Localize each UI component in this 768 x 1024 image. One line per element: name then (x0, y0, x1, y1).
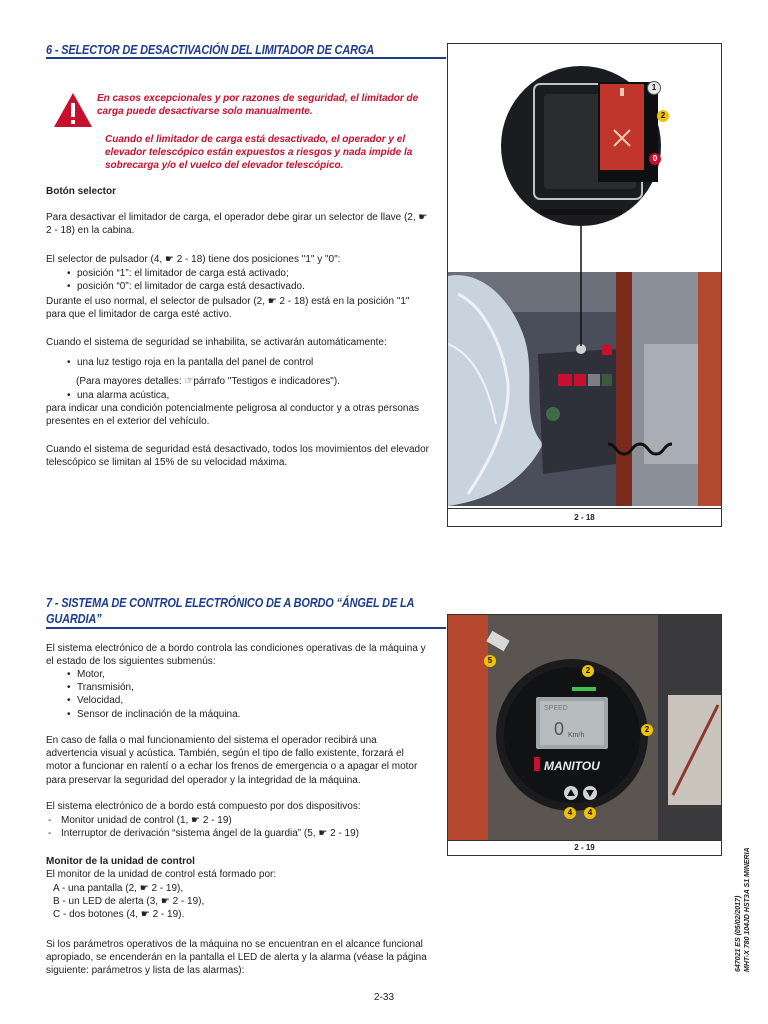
callout-badge: 1 (647, 81, 661, 95)
figure-caption: 2 - 19 (574, 843, 595, 852)
section-7-title: 7 - SISTEMA DE CONTROL ELECTRÓNICO DE A BORDO “ÁNGEL DE LA GUARDIA” (46, 596, 414, 626)
warning-text-2: Cuando el limitador de carga está desactivado, el operador y el elevador telescópico están expuestos a riesgos y nada impide la sobrecarga y/o el vuelco del elevador telescópico. (105, 134, 413, 172)
side-text-doc: 647021 ES (05/02/2017) (735, 895, 742, 972)
alert-list-2 (49, 389, 462, 402)
caption-divider (448, 840, 721, 841)
callout-badge: 5 (484, 655, 496, 667)
list-item: • Motor, (77, 668, 462, 681)
callout-badge: 2 (641, 724, 653, 736)
display-unit: Km/h (568, 732, 585, 739)
page-number: 2-33 (373, 992, 394, 1003)
submenu-list (49, 668, 462, 721)
section-7-rule (46, 627, 446, 629)
display-header: SPEED (544, 705, 568, 712)
cabin-photo (448, 44, 721, 526)
list-item: • posición “1”: el limitador de carga está activado; (77, 267, 462, 280)
list-item: A - una pantalla (2, ☛ 2 - 19), (53, 883, 184, 894)
section-7-subheading: Monitor de la unidad de control (46, 856, 195, 867)
caption-divider (448, 508, 721, 509)
display-speed: 0 (554, 719, 565, 739)
positions-list (49, 267, 462, 293)
callout-badge: 2 (582, 665, 594, 677)
list-item: Monitor unidad de control (1, ☛ 2 - 19) (61, 815, 232, 826)
section-6-title: 6 - SELECTOR DE DESACTIVACIÓN DEL LIMITADOR DE CARGA (46, 43, 375, 57)
side-text-model: MHT-X 780 104JD HST3A S1 MINERIA (744, 847, 751, 972)
callout-badge: 4 (564, 807, 576, 819)
manitou-logo: MANITOU (544, 759, 600, 773)
callout-badge: 4 (584, 807, 596, 819)
callout-badge: 2 (657, 110, 669, 122)
paragraph: Cuando el sistema de seguridad está desactivado, todos los movimientos del elevador telescópico se limitan al 15% de su velocidad máxima. (46, 444, 429, 469)
components-list (53, 882, 433, 922)
devices-list: - Monitor unidad de control (1, ☛ 2 - 19) - Interruptor de derivación “sistema ángel de la guardia” (5, ☛ 2 - 19) (48, 815, 360, 840)
paragraph: El sistema electrónico de a bordo controla las condiciones operativas de la máquina y el estado de los siguientes submenús: (46, 643, 426, 668)
list-item: • Velocidad, (77, 694, 462, 707)
paragraph: Si los parámetros operativos de la máquina no se encuentran en el alcance funcional apropiado, se encenderán en la pantalla el LED de alerta y la alarma (véase la página siguiente: parámetros y lista de las alarmas): (46, 939, 427, 977)
figure-2-18 (447, 43, 722, 527)
list-item: C - dos botones (4, ☛ 2 - 19). (53, 909, 185, 921)
detail-note: (Para mayores detalles: ☞párrafo "Testigos e indicadores"). (76, 376, 340, 387)
paragraph: Durante el uso normal, el selector de pulsador (2, ☛ 2 - 18) está en la posición "1" para que el limitador de carga esté activo. (46, 296, 410, 321)
warning-text-1: En casos excepcionales y por razones de seguridad, el limitador de carga puede desactivarse solo manualmente. (97, 93, 419, 118)
paragraph: Cuando el sistema de seguridad se inhabilita, se activarán automáticamente: (46, 337, 387, 348)
figure-2-19 (447, 614, 722, 856)
list-item: • Sensor de inclinación de la máquina. (77, 708, 462, 721)
side-reference (734, 847, 762, 972)
paragraph: El selector de pulsador (4, ☛ 2 - 18) tiene dos posiciones "1" y "0": (46, 254, 341, 265)
list-item: • Transmisión, (77, 681, 462, 694)
list-item: • una alarma acústica, (77, 389, 462, 402)
callout-badge: 0 (649, 153, 661, 165)
paragraph: En caso de falla o mal funcionamiento del sistema el operador recibirá una advertencia visual y acústica. También, según el tipo de fallo existente, forzará el motor a funcionar en ralentí o a echar los frenos de emergencia o a apagar el motor para preservar la seguridad del operador y la integridad de la máquina. (46, 735, 418, 786)
section-6-subheading: Botón selector (46, 186, 117, 197)
paragraph: Para desactivar el limitador de carga, el operador debe girar un selector de llave (2, ☛ 2 - 18) en la cabina. (46, 212, 428, 237)
control-monitor-photo (448, 615, 721, 840)
alert-list (49, 356, 462, 369)
list-item: B - un LED de alerta (3, ☛ 2 - 19), (53, 896, 205, 908)
list-item: Interruptor de derivación “sistema ángel de la guardia” (5, ☛ 2 - 19) (61, 828, 360, 840)
figure-caption: 2 - 18 (574, 513, 595, 522)
section-6-rule (46, 57, 446, 59)
list-item: • una luz testigo roja en la pantalla del panel de control (77, 356, 462, 369)
warning-icon (53, 92, 93, 133)
list-item: • posición “0”: el limitador de carga está desactivado. (77, 280, 462, 293)
paragraph: para indicar una condición potencialmente peligrosa al conductor y a otras personas presentes en el exterior del vehículo. (46, 403, 420, 428)
paragraph: El sistema electrónico de a bordo está compuesto por dos dispositivos: (46, 801, 361, 812)
paragraph: El monitor de la unidad de control está formado por: (46, 869, 277, 880)
